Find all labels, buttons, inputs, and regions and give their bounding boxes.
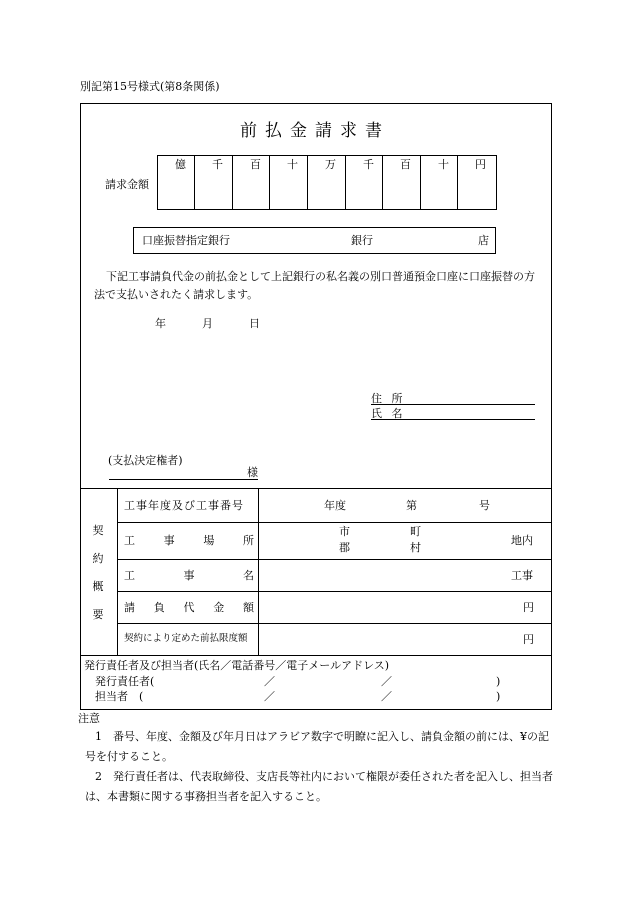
approver-honorific: 様 — [247, 466, 258, 479]
row-number-label: 工事年度及び工事番号 — [124, 499, 244, 512]
staff-close: ) — [496, 690, 501, 703]
row-price-label: 請負代金額 — [124, 601, 254, 614]
unit-hyaku: 百 — [400, 158, 411, 171]
name-label: 氏 名 — [371, 407, 406, 420]
date-month: 月 — [202, 317, 213, 330]
number-prefix: 第 — [406, 499, 417, 512]
amount-label: 請求金額 — [105, 178, 149, 191]
unit-oku: 億 — [175, 158, 186, 171]
issuer-slash-1: ／ — [264, 675, 275, 688]
village-label: 村 — [410, 541, 421, 554]
staff-label: 担当者 ( — [95, 690, 144, 703]
staff-slash-2: ／ — [381, 690, 392, 703]
year-suffix: 年度 — [324, 499, 346, 512]
note-item: 2 発行責任者は、代表取締役、支店長等社内において権限が委任された者を記入し、担当者は、本書類に関する事務担当者を記入すること。 — [85, 770, 553, 803]
name-suffix: 工事 — [511, 569, 533, 582]
staff-slash-1: ／ — [264, 690, 275, 703]
request-text: 下記工事請負代金の前払金として上記銀行の私名義の別口普通預金口座に口座振替の方法で支払いされたく請求します。 — [94, 270, 535, 301]
bank-suffix: 銀行 — [351, 234, 373, 247]
address-label: 住 所 — [371, 392, 406, 405]
form-label: 別記第15号様式(第8条関係) — [80, 80, 220, 93]
row-location-label: 工事場所 — [124, 534, 254, 547]
city-label: 市 — [339, 525, 350, 538]
unit-sen: 千 — [212, 158, 223, 171]
unit-yen: 円 — [475, 158, 486, 171]
contract-char: 概 — [92, 580, 104, 593]
branch-suffix: 店 — [478, 234, 489, 247]
issuer-close: ) — [496, 675, 501, 688]
name-line — [371, 419, 535, 420]
date-day: 日 — [249, 317, 260, 330]
contract-char: 約 — [92, 552, 104, 565]
page-title: 前払金請求書 — [240, 121, 390, 141]
town-label: 町 — [410, 525, 421, 538]
contract-char: 要 — [92, 608, 104, 621]
limit-suffix: 円 — [523, 633, 534, 646]
unit-juu: 十 — [438, 158, 449, 171]
unit-juu: 十 — [287, 158, 298, 171]
date-year: 年 — [155, 317, 166, 330]
price-suffix: 円 — [523, 601, 534, 614]
responsible-header: 発行責任者及び担当者(氏名／電話番号／電子メールアドレス) — [84, 659, 390, 672]
county-label: 郡 — [339, 541, 350, 554]
row-name-label: 工事名 — [124, 569, 254, 582]
note-item: 1 番号、年度、金額及び年月日はアラビア数字で明瞭に記入し、請負金額の前には、¥の記号を付すること。 — [85, 730, 549, 763]
area-suffix: 地内 — [511, 534, 533, 547]
notes-heading: 注意 — [78, 712, 100, 725]
contract-char: 契 — [92, 524, 104, 537]
bank-label: 口座振替指定銀行 — [142, 234, 230, 247]
number-suffix: 号 — [479, 499, 490, 512]
approver-label: (支払決定権者) — [108, 454, 183, 467]
row-limit-label: 契約により定めた前払限度額 — [124, 633, 248, 644]
unit-hyaku: 百 — [250, 158, 261, 171]
issuer-label: 発行責任者( — [95, 675, 155, 688]
unit-man: 万 — [325, 158, 336, 171]
approver-line — [109, 479, 258, 480]
address-line — [371, 404, 535, 405]
unit-sen: 千 — [363, 158, 374, 171]
issuer-slash-2: ／ — [381, 675, 392, 688]
